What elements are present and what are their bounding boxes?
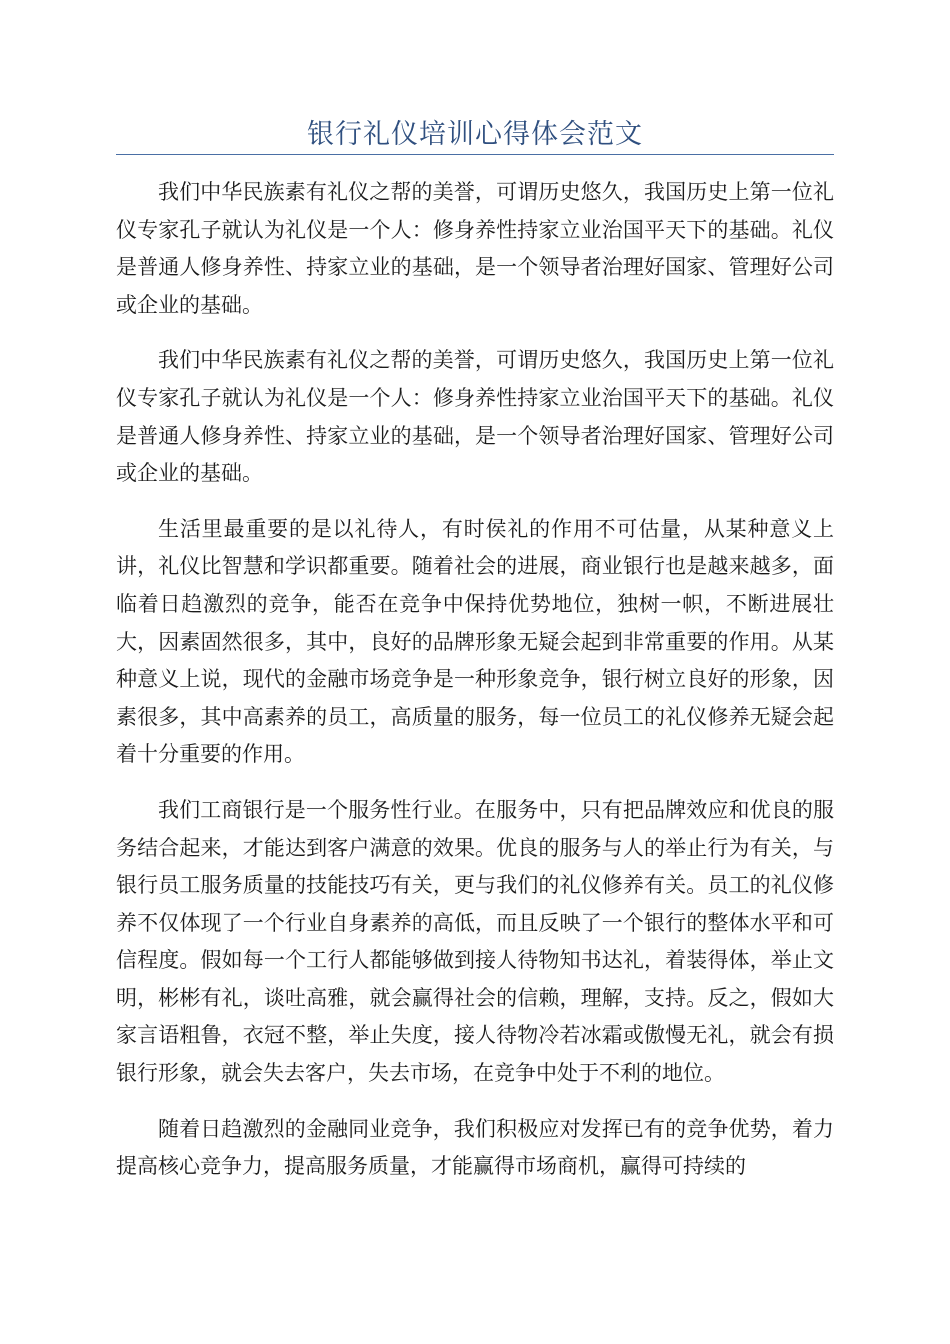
- paragraph-5: 随着日趋激烈的金融同业竞争，我们积极应对发挥已有的竞争优势，着力提高核心竞争力，提高服务质量，才能赢得市场商机，赢得可持续的: [116, 1116, 834, 1179]
- document-title: 银行礼仪培训心得体会范文: [307, 119, 643, 150]
- document-body: [116, 174, 834, 1204]
- paragraph-3: 生活里最重要的是以礼待人，有时侯礼的作用不可估量，从某种意义上讲，礼仪比智慧和学识都重要。随着社会的进展，商业银行也是越来越多，面临着日趋激烈的竞争，能否在竞争中保持优势地位，独树一帜，不断进展壮大，因素固然很多，其中，良好的品牌形象无疑会起到非常重要的作用。从某种意义上说，现代的金融市场竞争是一种形象竞争，银行树立良好的形象，因素很多，其中高素养的员工，高质量的服务，每一位员工的礼仪修养无疑会起着十分重要的作用。: [116, 516, 834, 767]
- paragraph-4: 我们工商银行是一个服务性行业。在服务中，只有把品牌效应和优良的服务结合起来，才能达到客户满意的效果。优良的服务与人的举止行为有关，与银行员工服务质量的技能技巧有关，更与我们的礼仪修养有关。员工的礼仪修养不仅体现了一个行业自身素养的高低，而且反映了一个银行的整体水平和可信程度。假如每一个工行人都能够做到接人待物知书达礼，着装得体，举止文明，彬彬有礼，谈吐高雅，就会赢得社会的信赖，理解，支持。反之，假如大家言语粗鲁，衣冠不整，举止失度，接人待物冷若冰霜或傲慢无礼，就会有损银行形象，就会失去客户，失去市场，在竞争中处于不利的地位。: [116, 797, 834, 1086]
- title-block: [116, 108, 834, 155]
- paragraph-2: 我们中华民族素有礼仪之帮的美誉，可谓历史悠久，我国历史上第一位礼仪专家孔子就认为礼仪是一个人：修身养性持家立业治国平天下的基础。礼仪是普通人修身养性、持家立业的基础，是一个领导者治理好国家、管理好公司或企业的基础。: [116, 348, 834, 486]
- paragraph-1: 我们中华民族素有礼仪之帮的美誉，可谓历史悠久，我国历史上第一位礼仪专家孔子就认为礼仪是一个人：修身养性持家立业治国平天下的基础。礼仪是普通人修身养性、持家立业的基础，是一个领导者治理好国家、管理好公司或企业的基础。: [116, 180, 834, 317]
